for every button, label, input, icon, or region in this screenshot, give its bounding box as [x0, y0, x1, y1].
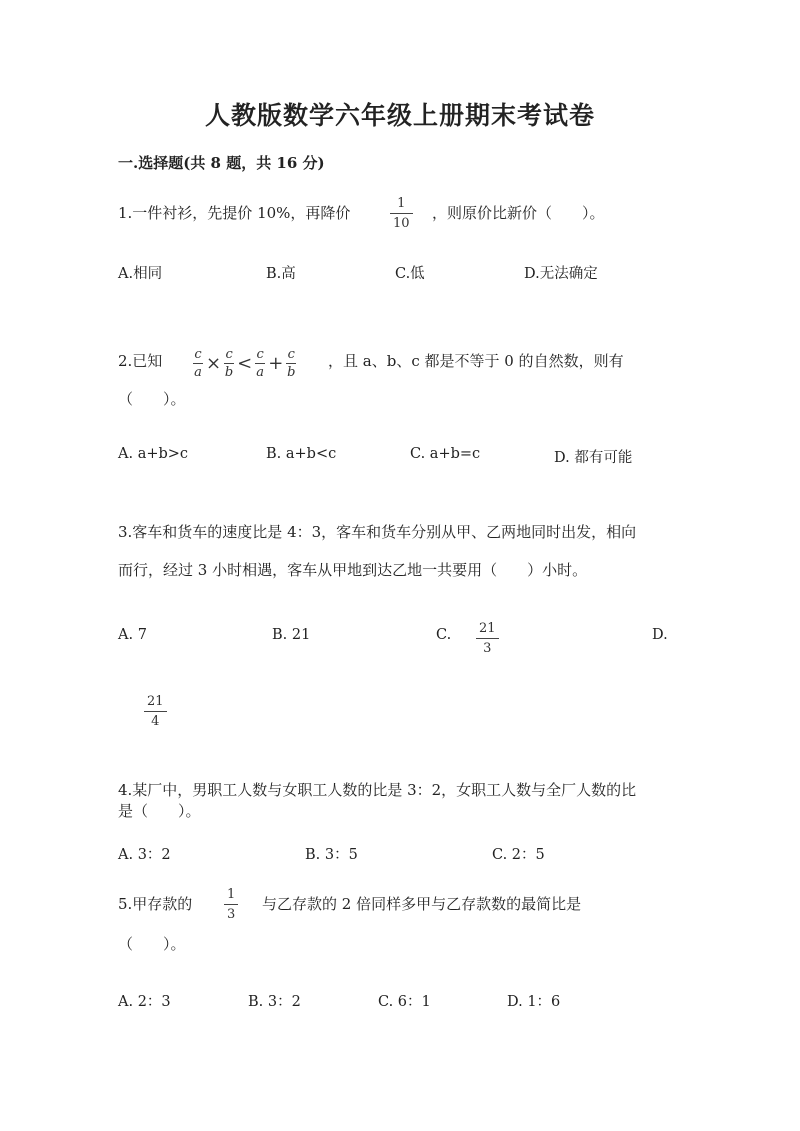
question-4-option-b[interactable]: B. 3：5: [305, 847, 358, 863]
numerator: c: [194, 347, 202, 362]
numerator: c: [225, 347, 233, 362]
question-2-text: 2.已知: [118, 352, 163, 370]
fraction-denominator: 4: [151, 714, 160, 729]
fraction-bar: [224, 363, 234, 364]
question-2-option-c[interactable]: C. a+b=c: [410, 446, 481, 462]
denominator: b: [287, 365, 296, 380]
question-5-option-d[interactable]: D. 1：6: [507, 994, 561, 1010]
less-than-sign: <: [237, 353, 253, 374]
ineq-fraction-4: [286, 348, 296, 379]
ineq-fraction-1: [193, 348, 203, 379]
question-5-option-c[interactable]: C. 6：1: [378, 994, 431, 1010]
times-sign: ×: [206, 353, 222, 374]
question-2-inequality: [193, 348, 296, 379]
section-heading: 一.选择题(共 8 题，共 16 分): [118, 154, 325, 172]
fraction-bar: [255, 363, 265, 364]
ineq-fraction-3: [255, 348, 265, 379]
fraction-denominator: 3: [227, 907, 236, 922]
plus-sign: +: [268, 353, 284, 374]
question-3-option-c[interactable]: C.: [436, 627, 452, 643]
question-5-fraction: [224, 887, 238, 922]
question-1-option-b[interactable]: B.高: [266, 266, 296, 282]
question-2-text-after: ，且 a、b、c 都是不等于 0 的自然数，则有: [328, 352, 624, 370]
numerator: c: [287, 347, 295, 362]
question-5-text-line2: （ ）。: [118, 935, 186, 953]
question-1-option-a[interactable]: A.相同: [118, 266, 163, 282]
question-2-text-line2: （ ）。: [118, 390, 186, 408]
fraction-bar: [224, 904, 238, 905]
question-1-option-d[interactable]: D.无法确定: [524, 266, 598, 282]
question-4-option-a[interactable]: A. 3：2: [118, 847, 171, 863]
ineq-fraction-2: [224, 348, 234, 379]
question-2-option-b[interactable]: B. a+b<c: [266, 446, 337, 462]
question-2-option-a[interactable]: A. a+b>c: [118, 446, 189, 462]
fraction-bar: [144, 711, 167, 712]
question-4-option-c[interactable]: C. 2：5: [492, 847, 545, 863]
denominator: a: [256, 365, 265, 380]
question-3-option-a[interactable]: A. 7: [118, 627, 147, 643]
fraction-numerator: 21: [147, 694, 164, 709]
fraction-denominator: 3: [483, 641, 492, 656]
question-4-line1: 4.某厂中，男职工人数与女职工人数的比是 3：2，女职工人数与全厂人数的比: [118, 781, 637, 799]
question-1-option-c[interactable]: C.低: [395, 266, 425, 282]
question-3-option-c-fraction: [476, 621, 499, 656]
fraction-bar: [390, 213, 413, 214]
fraction-numerator: 21: [479, 621, 496, 636]
question-3-option-d[interactable]: D.: [652, 627, 668, 643]
fraction-numerator: 1: [227, 887, 236, 902]
denominator: a: [194, 365, 202, 380]
question-3-line1: 3.客车和货车的速度比是 4：3，客车和货车分别从甲、乙两地同时出发，相向: [118, 523, 637, 541]
question-5-option-b[interactable]: B. 3：2: [248, 994, 301, 1010]
fraction-numerator: 1: [397, 196, 406, 211]
question-3-option-d-fraction: [144, 694, 167, 729]
question-5-option-a[interactable]: A. 2：3: [118, 994, 171, 1010]
question-5-text: 5.甲存款的: [118, 895, 193, 913]
question-4-line2: 是（ ）。: [118, 802, 201, 820]
fraction-bar: [286, 363, 296, 364]
fraction-bar: [476, 638, 499, 639]
question-1-fraction: [390, 196, 413, 231]
fraction-bar: [193, 363, 203, 364]
question-1-text: 1.一件衬衫，先提价 10%，再降价: [118, 204, 351, 222]
page-title: 人教版数学六年级上册期末考试卷: [204, 101, 595, 130]
question-3-line2: 而行，经过 3 小时相遇，客车从甲地到达乙地一共要用（ ）小时。: [118, 561, 588, 579]
fraction-denominator: 10: [393, 216, 410, 231]
question-3-option-b[interactable]: B. 21: [272, 627, 311, 643]
denominator: b: [224, 365, 234, 380]
question-1-text-after: ，则原价比新价（ ）。: [432, 204, 605, 222]
question-5-text-after: 与乙存款的 2 倍同样多甲与乙存款数的最简比是: [262, 895, 582, 913]
question-2-option-d[interactable]: D. 都有可能: [554, 450, 633, 466]
numerator: c: [256, 347, 264, 362]
